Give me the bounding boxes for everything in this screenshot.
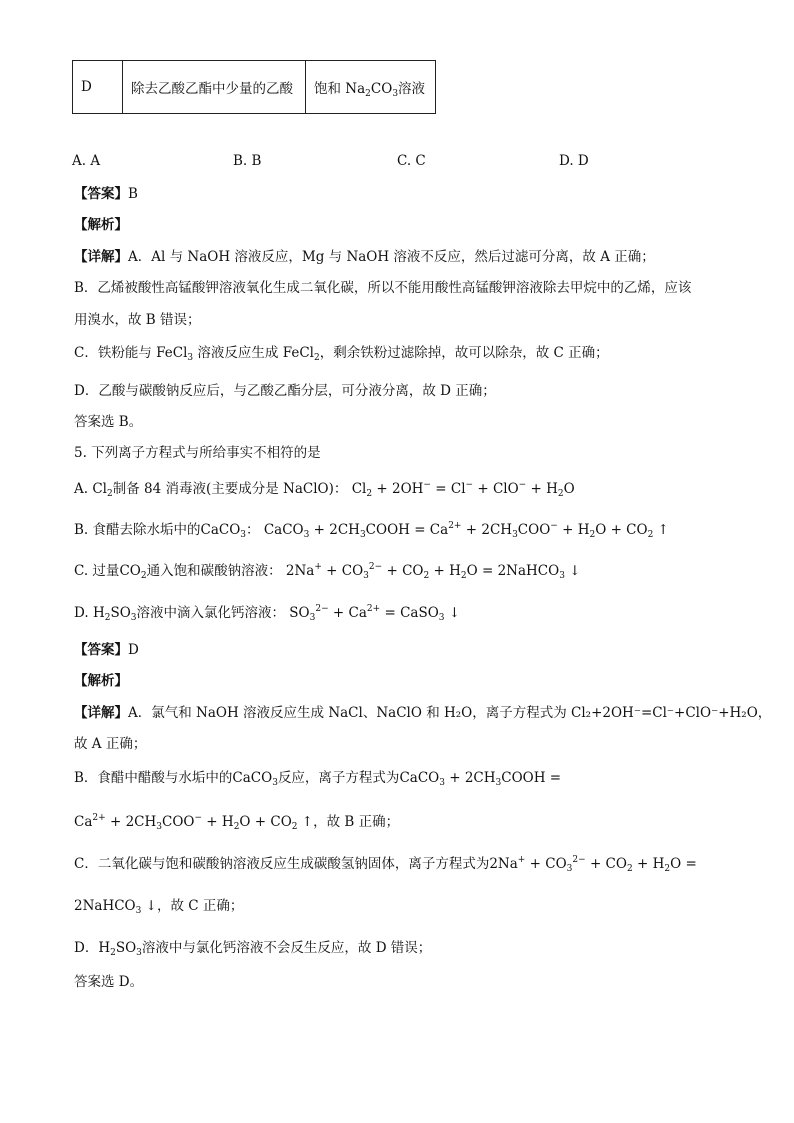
q5-answer: 【答案】D [74, 642, 139, 658]
q5-option-c: C. 过量$CO_2$通入饱和碳酸钠溶液： $2Na^+ + CO_3^{2-} + CO_2 + H_2O$ = 2NaHCO$_3$ ↓ [74, 562, 581, 581]
q5-option-d: D. $H_2SO_3$溶液中滴入氯化钙溶液： $SO_3^{2-} + Ca^{2+}$ = CaSO$_3$ ↓ [74, 604, 461, 623]
q5-detail-c2: 2NaHCO$_3$ ↓，故 C 正确； [74, 898, 244, 916]
q4-detail-a: 【详解】A．Al 与 NaOH 溶液反应，Mg 与 NaOH 溶液不反应，然后过滤可分离，故 A 正确； [74, 249, 655, 265]
q5-conclusion: 答案选 D。 [74, 974, 144, 990]
q5-option-a: A. $Cl_2$制备 84 消毒液(主要成分是 NaClO)： $Cl_2 + 2OH^- = Cl^- + ClO^- + H_2O$ [74, 480, 575, 499]
q4-detail-b2: 用溴水，故 B 错误； [74, 312, 201, 328]
option-c: C. C [397, 153, 426, 169]
option-b: B. B [233, 153, 262, 169]
q5-option-b: B. 食醋去除水垢中的CaCO$_3$： CaCO$_3$ + $2CH_3COOH = Ca^{2+} + 2CH_3COO^- + H_2O + CO_2$ ↑ [74, 521, 669, 540]
q5-detail-a1: 【详解】A．氯气和 NaOH 溶液反应生成 NaCl、NaClO 和 H₂O，离子方程式为 Cl₂+2OH⁻=Cl⁻+ClO⁻+H₂O， [74, 705, 772, 721]
row-letter: D [73, 61, 123, 114]
option-table [72, 60, 436, 114]
q5-detail-d: D．$H_2SO_3$溶液中与氯化钙溶液不会反生反应，故 D 错误； [74, 940, 432, 958]
q4-detail-c: C．铁粉能与 FeCl$_3$ 溶液反应生成 FeCl$_2$，剩余铁粉过滤除掉，故可以除杂，故 C 正确； [74, 345, 609, 363]
q4-conclusion: 答案选 B。 [74, 414, 143, 430]
row-purpose: 除去乙酸乙酯中少量的乙酸 [123, 61, 306, 114]
option-d: D. D [559, 153, 589, 169]
option-a: A. A [72, 153, 101, 169]
q5-detail-a2: 故 A 正确； [74, 736, 147, 752]
q5-stem: 5. 下列离子方程式与所给事实不相符的是 [74, 445, 321, 461]
table-row [73, 61, 436, 114]
q5-detail-c1: C．二氧化碳与饱和碳酸钠溶液反应生成碳酸氢钠固体，离子方程式为$2Na^+ + CO_3^{2-} + CO_2 + H_2O$ = [74, 855, 697, 874]
row-reagent: 饱和 $Na_2CO_3$溶液 [306, 61, 436, 114]
q5-detail-b1: B．食醋中醋酸与水垢中的CaCO$_3$反应，离子方程式为CaCO$_3$ + $2CH_3COOH$ = [74, 770, 562, 788]
q4-detail-d: D．乙酸与碳酸钠反应后，与乙酸乙酯分层，可分液分离，故 D 正确； [74, 383, 496, 399]
q4-detail-b1: B．乙烯被酸性高锰酸钾溶液氧化生成二氧化碳，所以不能用酸性高锰酸钾溶液除去甲烷中的乙烯，应该 [74, 280, 692, 296]
q4-answer: 【答案】B [74, 186, 138, 202]
q5-analysis-tag: 【解析】 [74, 673, 128, 689]
q5-detail-b2: $Ca^{2+} + 2CH_3COO^- + H_2O + CO_2$ ↑，故 B 正确； [74, 813, 400, 832]
q4-analysis-tag: 【解析】 [74, 217, 128, 233]
